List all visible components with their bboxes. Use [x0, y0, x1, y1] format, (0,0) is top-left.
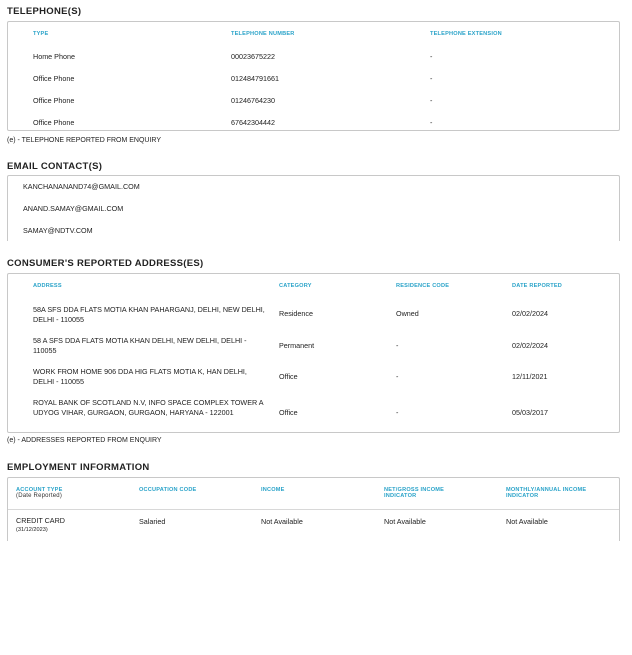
address-date-reported: 05/03/2017 — [512, 408, 548, 417]
col-header-telephone-number: TELEPHONE NUMBER — [231, 31, 295, 37]
phone-extension: - — [430, 52, 433, 61]
account-type-label: ACCOUNT TYPE — [16, 487, 63, 493]
emails-title: EMAIL CONTACT(S) — [7, 161, 103, 172]
date-reported-label: (Date Reported) — [16, 493, 63, 499]
email-item: KANCHANANAND74@GMAIL.COM — [23, 182, 140, 191]
header-divider — [8, 509, 619, 510]
employment-monthly-annual: Not Available — [506, 517, 548, 526]
phone-type: Office Phone — [33, 96, 75, 105]
col-header-income: INCOME — [261, 487, 285, 493]
col-header-category: CATEGORY — [279, 283, 312, 289]
address-category: Office — [279, 408, 298, 417]
telephones-note: (e) - TELEPHONE REPORTED FROM ENQUIRY — [7, 137, 162, 144]
employment-account-type — [16, 517, 65, 534]
address-text: ROYAL BANK OF SCOTLAND N.V, INFO SPACE COMPLEX TOWER A UDYOG VIHAR, GURGAON, GURGAON, HARYANA - 122001 — [33, 398, 264, 417]
address-category: Residence — [279, 309, 313, 318]
addresses-note: (e) - ADDRESSES REPORTED FROM ENQUIRY — [7, 437, 162, 444]
col-header-type: TYPE — [33, 31, 49, 37]
employment-income: Not Available — [261, 517, 303, 526]
address-residence-code: - — [396, 372, 399, 381]
phone-type: Office Phone — [33, 118, 75, 127]
address-text: 58 A SFS DDA FLATS MOTIA KHAN DELHI, NEW DELHI, DELHI - 110055 — [33, 336, 247, 355]
address-category: Permanent — [279, 341, 315, 350]
addresses-title: CONSUMER'S REPORTED ADDRESS(ES) — [7, 258, 204, 269]
employment-occupation: Salaried — [139, 517, 166, 526]
phone-type: Home Phone — [33, 52, 75, 61]
phone-extension: - — [430, 74, 433, 83]
employment-table — [7, 477, 620, 541]
email-item: ANAND.SAMAY@GMAIL.COM — [23, 204, 124, 213]
phone-number: 01246764230 — [231, 96, 275, 105]
address-date-reported: 12/11/2021 — [512, 372, 548, 381]
address-category: Office — [279, 372, 298, 381]
phone-extension: - — [430, 118, 433, 127]
col-header-address: ADDRESS — [33, 283, 62, 289]
telephones-table — [7, 21, 620, 131]
phone-number: 00023675222 — [231, 52, 275, 61]
col-header-monthly-annual-income-indicator: MONTHLY/ANNUAL INCOME INDICATOR — [506, 487, 587, 499]
phone-number: 012484791661 — [231, 74, 279, 83]
emails-list — [7, 175, 620, 241]
phone-type: Office Phone — [33, 74, 75, 83]
address-date-reported: 02/02/2024 — [512, 341, 548, 350]
address-residence-code: Owned — [396, 309, 419, 318]
col-header-date-reported: DATE REPORTED — [512, 283, 563, 289]
phone-number: 67642304442 — [231, 118, 275, 127]
addresses-table — [7, 273, 620, 433]
col-header-residence-code: RESIDENCE CODE — [396, 283, 450, 289]
email-item: SAMAY@NDTV.COM — [23, 226, 93, 235]
address-residence-code: - — [396, 341, 399, 350]
phone-extension: - — [430, 96, 433, 105]
address-text: WORK FROM HOME 906 DDA HIG FLATS MOTIA K, HAN DELHI, DELHI - 110055 — [33, 367, 247, 386]
address-date-reported: 02/02/2024 — [512, 309, 548, 318]
col-header-telephone-extension: TELEPHONE EXTENSION — [430, 31, 502, 37]
address-text: 58A SFS DDA FLATS MOTIA KHAN PAHARGANJ, DELHI, NEW DELHI, DELHI - 110055 — [33, 305, 265, 324]
employment-net-gross: Not Available — [384, 517, 426, 526]
account-type-value: CREDIT CARD — [16, 516, 65, 525]
telephones-title: TELEPHONE(S) — [7, 6, 82, 17]
address-residence-code: - — [396, 408, 399, 417]
col-header-net-gross-income-indicator: NET/GROSS INCOME INDICATOR — [384, 487, 445, 499]
date-reported-value: (31/12/2023) — [16, 527, 48, 533]
col-header-occupation-code: OCCUPATION CODE — [139, 487, 197, 493]
col-header-account-type — [16, 487, 63, 499]
employment-title: EMPLOYMENT INFORMATION — [7, 462, 150, 473]
